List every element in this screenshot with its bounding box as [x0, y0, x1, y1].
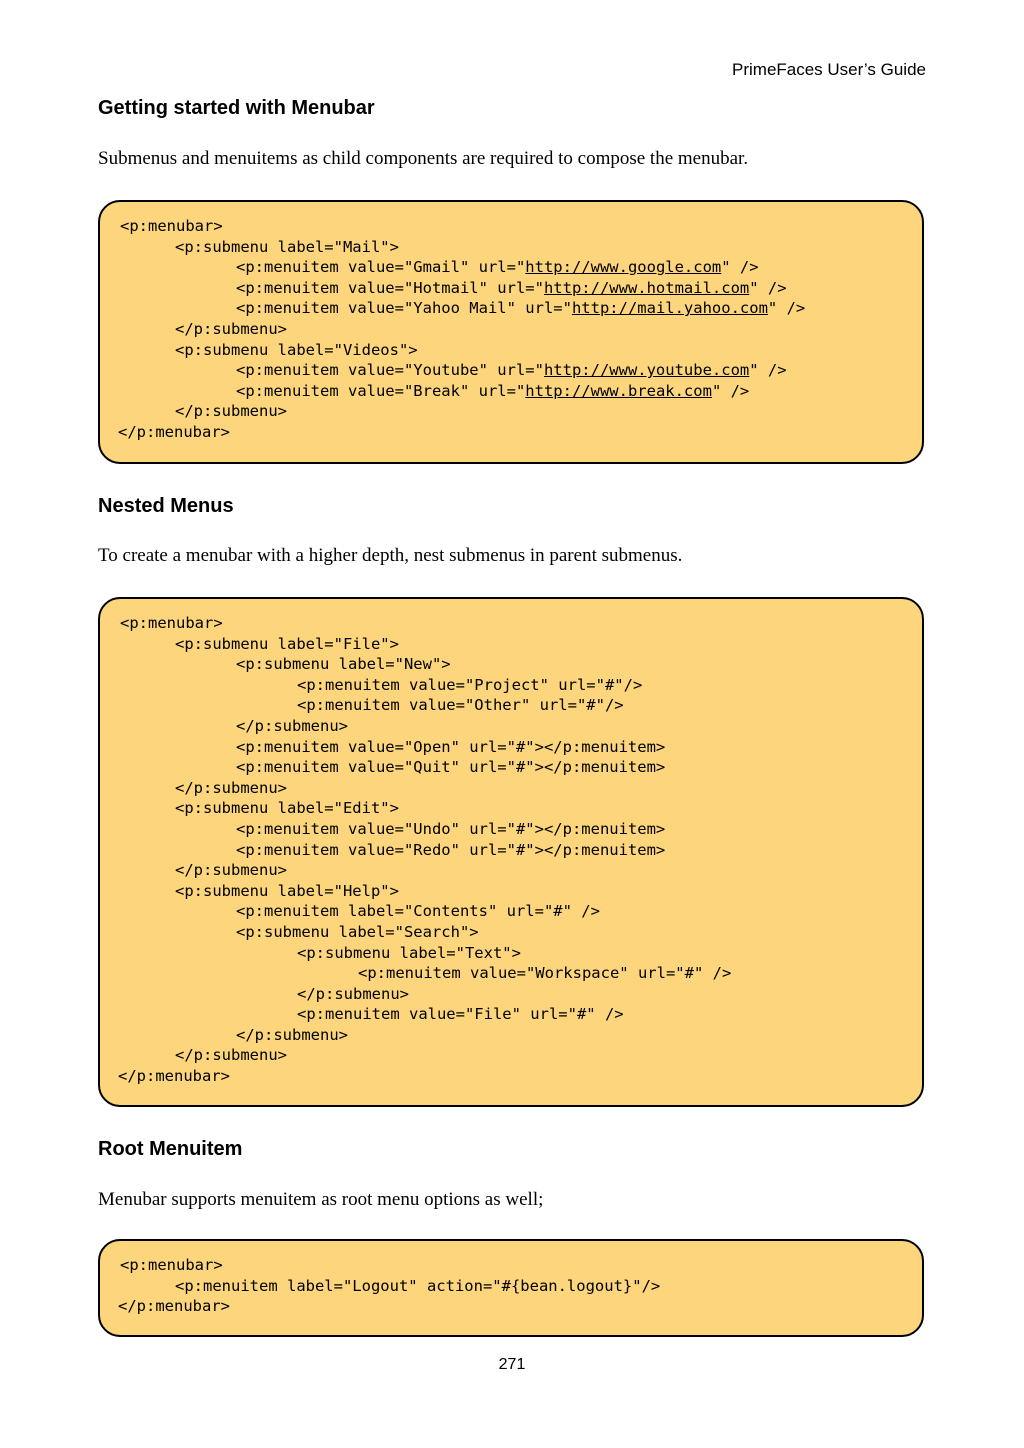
code-line: <p:submenu label="Help"> — [175, 881, 399, 900]
code-url-link[interactable]: http://www.youtube.com — [543, 361, 750, 380]
page-number: 271 — [498, 1356, 526, 1373]
code-text: " /> — [711, 381, 750, 400]
code-line — [100, 381, 922, 402]
code-line: <p:submenu label="Mail"> — [175, 237, 399, 256]
code-line: <p:menuitem value="Undo" url="#"></p:menuitem> — [236, 819, 666, 838]
section-heading-nested-menus: Nested Menus — [98, 495, 234, 517]
code-line: </p:submenu> — [236, 1025, 348, 1044]
code-line: </p:submenu> — [175, 861, 287, 880]
code-line: <p:menuitem label="Contents" url="#" /> — [236, 902, 600, 921]
code-line: <p:menuitem value="Workspace" url="#" /> — [358, 964, 732, 983]
code-line: <p:menubar> — [120, 614, 223, 632]
code-line: </p:menubar> — [118, 1297, 230, 1316]
code-line — [100, 278, 922, 299]
code-text: <p:menuitem value="Hotmail" url=" — [236, 278, 544, 297]
code-text: " /> — [749, 278, 787, 297]
code-url-link[interactable]: http://www.hotmail.com — [543, 278, 750, 297]
code-text: " /> — [749, 361, 787, 380]
code-line: <p:submenu label="New"> — [236, 655, 451, 674]
code-line: <p:submenu label="Edit"> — [175, 799, 399, 818]
code-line: </p:menubar> — [118, 422, 230, 441]
code-line: <p:submenu label="Search"> — [236, 922, 479, 941]
code-line — [100, 298, 922, 319]
code-block-getting-started — [98, 200, 924, 464]
code-line: </p:submenu> — [297, 984, 409, 1003]
code-line: <p:menuitem value="Project" url="#"/> — [297, 675, 643, 694]
code-line — [100, 360, 922, 381]
code-text: <p:menuitem value="Break" url=" — [236, 381, 526, 400]
code-text: " /> — [721, 258, 759, 277]
code-line: <p:menuitem value="Other" url="#"/> — [297, 696, 624, 715]
code-text: <p:menuitem value="Gmail" url=" — [236, 258, 526, 277]
section-paragraph-getting-started: Submenus and menuitems as child components are required to compose the menubar. — [98, 148, 749, 169]
code-text: <p:menuitem value="Yahoo Mail" url=" — [236, 299, 572, 318]
code-text: <p:menuitem value="Youtube" url=" — [236, 361, 544, 380]
code-line: </p:submenu> — [175, 1046, 287, 1065]
section-heading-getting-started: Getting started with Menubar — [98, 97, 375, 119]
code-line: </p:menubar> — [118, 1067, 230, 1086]
code-line: <p:menubar> — [120, 1256, 223, 1274]
code-line: <p:submenu label="File"> — [175, 634, 399, 653]
code-line: <p:submenu label="Videos"> — [175, 340, 418, 359]
code-url-link[interactable]: http://www.break.com — [525, 381, 712, 400]
code-line — [100, 257, 922, 278]
code-line: </p:submenu> — [175, 319, 287, 338]
code-line: <p:menuitem value="Redo" url="#"></p:menuitem> — [236, 840, 666, 859]
code-line: <p:submenu label="Text"> — [297, 943, 521, 962]
code-text: " /> — [767, 299, 806, 318]
running-header: PrimeFaces User’s Guide — [732, 60, 926, 79]
section-heading-root-menuitem: Root Menuitem — [98, 1138, 243, 1160]
code-line: <p:menuitem value="Open" url="#"></p:menuitem> — [236, 737, 666, 756]
code-line: </p:submenu> — [175, 402, 287, 421]
code-block-nested-menus — [98, 597, 924, 1107]
code-block-root-menuitem — [98, 1239, 924, 1337]
section-paragraph-nested-menus: To create a menubar with a higher depth, nest submenus in parent submenus. — [98, 545, 683, 566]
code-url-link[interactable]: http://mail.yahoo.com — [571, 299, 768, 318]
code-line: </p:submenu> — [175, 778, 287, 797]
code-line: <p:menuitem value="Quit" url="#"></p:menuitem> — [236, 758, 666, 777]
code-line: </p:submenu> — [236, 716, 348, 735]
code-line: <p:menuitem label="Logout" action="#{bean.logout}"/> — [175, 1276, 661, 1295]
code-line: <p:menuitem value="File" url="#" /> — [297, 1005, 624, 1024]
code-line: <p:menubar> — [120, 217, 223, 235]
code-url-link[interactable]: http://www.google.com — [525, 258, 722, 277]
section-paragraph-root-menuitem: Menubar supports menuitem as root menu options as well; — [98, 1189, 544, 1210]
